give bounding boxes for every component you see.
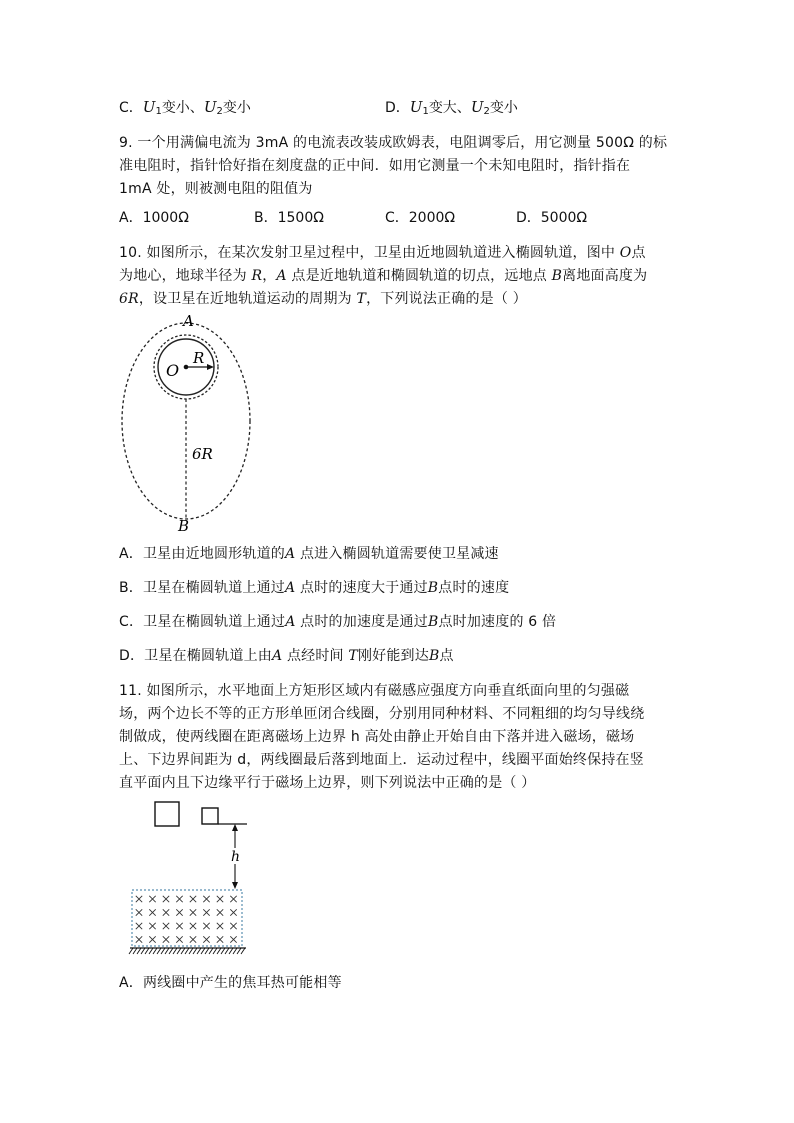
ground-hatch-line [173,948,177,954]
ground-hatch-line [233,948,237,954]
label-point-b: B [178,517,190,535]
field-cross-marks [136,896,237,943]
radius-arrow-head [207,364,214,370]
ground-hatch-line [225,948,229,954]
ground-hatch-line [241,948,245,954]
q9-option-d: D．5000Ω [516,210,588,226]
ground-hatch-line [185,948,189,954]
ground-hatch-line [141,948,145,954]
label-radius-r: R [193,349,205,367]
q11-stem-line-3: 制做成，使两线圈在距离磁场上边界 h 高处由静止开始自由下落并进入磁场，磁场 [119,729,635,745]
ground-hatch [129,948,245,954]
ground-hatch-line [221,948,225,954]
ground-hatch-line [153,948,157,954]
q9-option-c: C．2000Ω [385,210,456,226]
q10-option-a: A．卫星由近地圆形轨道的A 点进入椭圆轨道需要使卫星减速 [119,546,499,562]
ground-hatch-line [197,948,201,954]
height-arrow-top [232,824,238,831]
ground-hatch-line [205,948,209,954]
label-point-a: A [183,312,194,330]
ground-hatch-line [237,948,241,954]
satellite-orbit-figure [110,310,270,535]
small-coil [202,808,218,824]
ground-hatch-line [145,948,149,954]
ground-hatch-line [129,948,133,954]
q10-stem-line-1: 10. 如图所示，在某次发射卫星过程中，卫星由近地圆轨道进入椭圆轨道，图中 O点 [119,245,646,261]
q11-stem-line-4: 上、下边界间距为 d，两线圈最后落到地面上．运动过程中，线圈平面始终保持在竖 [119,752,644,768]
q9-stem-line-1: 9. 一个用满偏电流为 3mA 的电流表改装成欧姆表，电阻调零后，用它测量 500Ω 的标 [119,135,668,151]
height-arrow-bottom [232,882,238,889]
ground-hatch-line [161,948,165,954]
ground-hatch-line [193,948,197,954]
q10-stem-line-2: 为地心，地球半径为 R，A 点是近地轨道和椭圆轨道的切点，远地点 B离地面高度为 [119,268,648,284]
magnetic-field-figure [125,795,255,960]
ground-hatch-line [217,948,221,954]
height-label-h: h [231,849,241,865]
ground-hatch-line [157,948,161,954]
ground-hatch-line [201,948,205,954]
q9-stem-line-3: 1mA 处，则被测电阻的阻值为 [119,181,313,197]
ground-hatch-line [169,948,173,954]
ground-hatch-line [165,948,169,954]
q8-option-d: D．$U_1$变大、$U_2$变小 [385,98,518,117]
q10-option-b: B．卫星在椭圆轨道上通过A 点时的速度大于通过B点时的速度 [119,580,510,596]
q11-stem-line-5: 直平面内且下边缘平行于磁场上边界，则下列说法中正确的是（ ） [119,775,536,791]
ground-hatch-line [209,948,213,954]
q11-stem-line-1: 11. 如图所示，水平地面上方矩形区域内有磁感应强度方向垂直纸面向里的匀强磁 [119,683,630,699]
magnetic-field-region [132,890,242,946]
large-coil [155,802,179,826]
q9-stem-line-2: 准电阻时，指针恰好指在刻度盘的正中间．如用它测量一个未知电阻时，指针指在 [119,158,631,174]
label-distance-6r: 6R [192,445,213,463]
q8-option-c: C．$U_1$变小、$U_2$变小 [119,98,251,117]
ground-hatch-line [149,948,153,954]
q11-stem-line-2: 场，两个边长不等的正方形单匝闭合线圈，分别用同种材料、不同粗细的均匀导线绕 [119,706,645,722]
ground-hatch-line [229,948,233,954]
label-center-o: O [166,361,180,380]
ground-hatch-line [181,948,185,954]
q10-option-d: D．卫星在椭圆轨道上由A 点经时间 T刚好能到达B点 [119,648,454,664]
q9-option-a: A．1000Ω [119,210,189,226]
ground-hatch-line [137,948,141,954]
q10-option-c: C．卫星在椭圆轨道上通过A 点时的加速度是通过B点时加速度的 6 倍 [119,614,557,630]
ground-hatch-line [133,948,137,954]
q9-option-b: B．1500Ω [254,210,324,226]
ground-hatch-line [189,948,193,954]
q11-option-a: A．两线圈中产生的焦耳热可能相等 [119,975,342,991]
ground-hatch-line [213,948,217,954]
ground-hatch-line [177,948,181,954]
q10-stem-line-3: 6R，设卫星在近地轨道运动的周期为 T，下列说法正确的是（ ） [119,291,527,307]
